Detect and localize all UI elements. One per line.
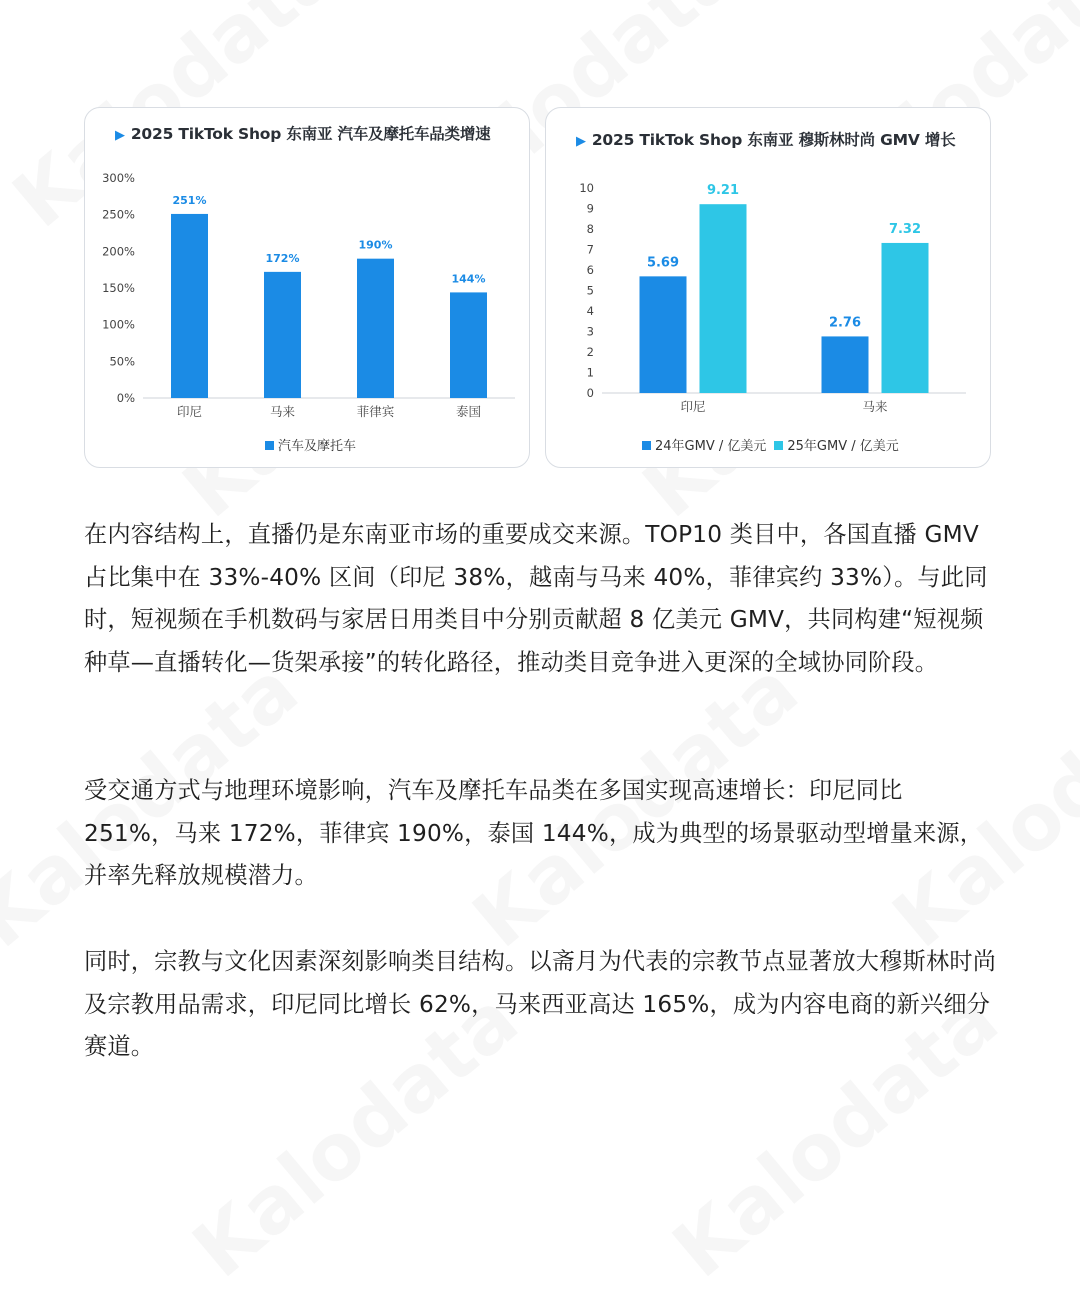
chart-title: ▶ 2025 TikTok Shop 东南亚 穆斯林时尚 GMV 增长 — [576, 131, 956, 149]
chart-legend — [265, 435, 356, 454]
y-tick-label: 8 — [586, 222, 594, 236]
bar-chart-muslim-fashion — [546, 108, 992, 469]
data-label: 144% — [451, 272, 486, 286]
y-tick-label: 0 — [586, 386, 594, 400]
y-tick-label: 3 — [586, 324, 594, 339]
data-label: 251% — [172, 193, 207, 207]
legend-item — [642, 439, 766, 454]
bar — [882, 243, 929, 393]
y-tick-label: 0% — [116, 391, 135, 405]
bar — [357, 259, 394, 398]
legend-swatch — [642, 441, 651, 450]
y-tick-label: 200% — [102, 244, 135, 259]
bar — [171, 214, 208, 398]
y-tick-label: 9 — [586, 201, 594, 216]
y-tick-label: 300% — [102, 171, 135, 185]
x-tick-label: 菲律宾 — [356, 404, 395, 419]
y-tick-label: 2 — [586, 345, 594, 359]
paragraph-live-streaming: 在内容结构上，直播仍是东南亚市场的重要成交来源。TOP10 类目中，各国直播 GMV 占比集中在 33%-40% 区间（印尼 38%，越南与马来 40%，菲律宾约 33%）。与此同时，短视频在手机数码与家居日用类目中分别贡献超 8 亿美元 GMV，共同构建“短视频种草—直播转化—货架承接”的转化路径，推动类目竞争进入更深的全域协同阶段。 — [84, 521, 988, 676]
y-tick-label: 5 — [586, 283, 594, 298]
y-tick-label: 7 — [586, 242, 594, 257]
data-label: 5.69 — [646, 255, 680, 271]
y-tick-label: 6 — [586, 263, 594, 277]
triangle-icon: ▶ — [576, 134, 586, 149]
x-tick-label: 印尼 — [176, 404, 203, 419]
bar — [822, 336, 869, 393]
paragraph-religion-culture: 同时，宗教与文化因素深刻影响类目结构。以斋月为代表的宗教节点显著放大穆斯林时尚及宗教用品需求，印尼同比增长 62%，马来西亚高达 165%，成为内容电商的新兴细分赛道。 — [84, 948, 997, 1060]
y-tick-label: 50% — [109, 354, 135, 369]
triangle-icon: ▶ — [115, 128, 125, 143]
paragraph-auto-growth: 受交通方式与地理环境影响，汽车及摩托车品类在多国实现高速增长：印尼同比 251%，马来 172%，菲律宾 190%，泰国 144%，成为典型的场景驱动型增量来源，并率先释放规模潜力。 — [84, 777, 984, 889]
data-label: 7.32 — [888, 221, 922, 237]
data-label: 190% — [358, 238, 393, 252]
bar — [700, 204, 747, 393]
chart-title: ▶ 2025 TikTok Shop 东南亚 汽车及摩托车品类增速 — [115, 125, 491, 143]
y-tick-label: 10 — [579, 181, 594, 195]
x-tick-label: 马来 — [269, 404, 296, 419]
legend-label: 汽车及摩托车 — [278, 439, 357, 454]
legend-swatch — [774, 441, 783, 450]
legend-label: 24年GMV / 亿美元 — [655, 439, 767, 454]
y-tick-label: 250% — [102, 207, 135, 222]
bar — [640, 276, 687, 393]
x-tick-label: 印尼 — [680, 399, 706, 414]
chart-card-muslim-fashion — [545, 107, 991, 468]
y-tick-label: 150% — [102, 281, 135, 295]
x-tick-label: 泰国 — [455, 404, 482, 419]
data-label: 172% — [265, 251, 300, 265]
bar — [450, 292, 487, 398]
data-label: 2.76 — [828, 315, 862, 331]
chart-card-auto-moto — [84, 107, 530, 468]
bar-chart-auto-moto — [85, 108, 531, 469]
y-tick-label: 4 — [586, 304, 594, 318]
y-tick-label: 1 — [586, 365, 594, 380]
data-label: 9.21 — [706, 183, 740, 199]
legend-swatch — [265, 441, 274, 450]
legend-label: 25年GMV / 亿美元 — [787, 439, 899, 454]
x-tick-label: 马来 — [862, 399, 888, 414]
chart-legend — [642, 435, 899, 454]
y-tick-label: 100% — [102, 317, 135, 332]
legend-item — [265, 439, 356, 454]
bar — [264, 272, 301, 398]
legend-item — [774, 439, 898, 454]
